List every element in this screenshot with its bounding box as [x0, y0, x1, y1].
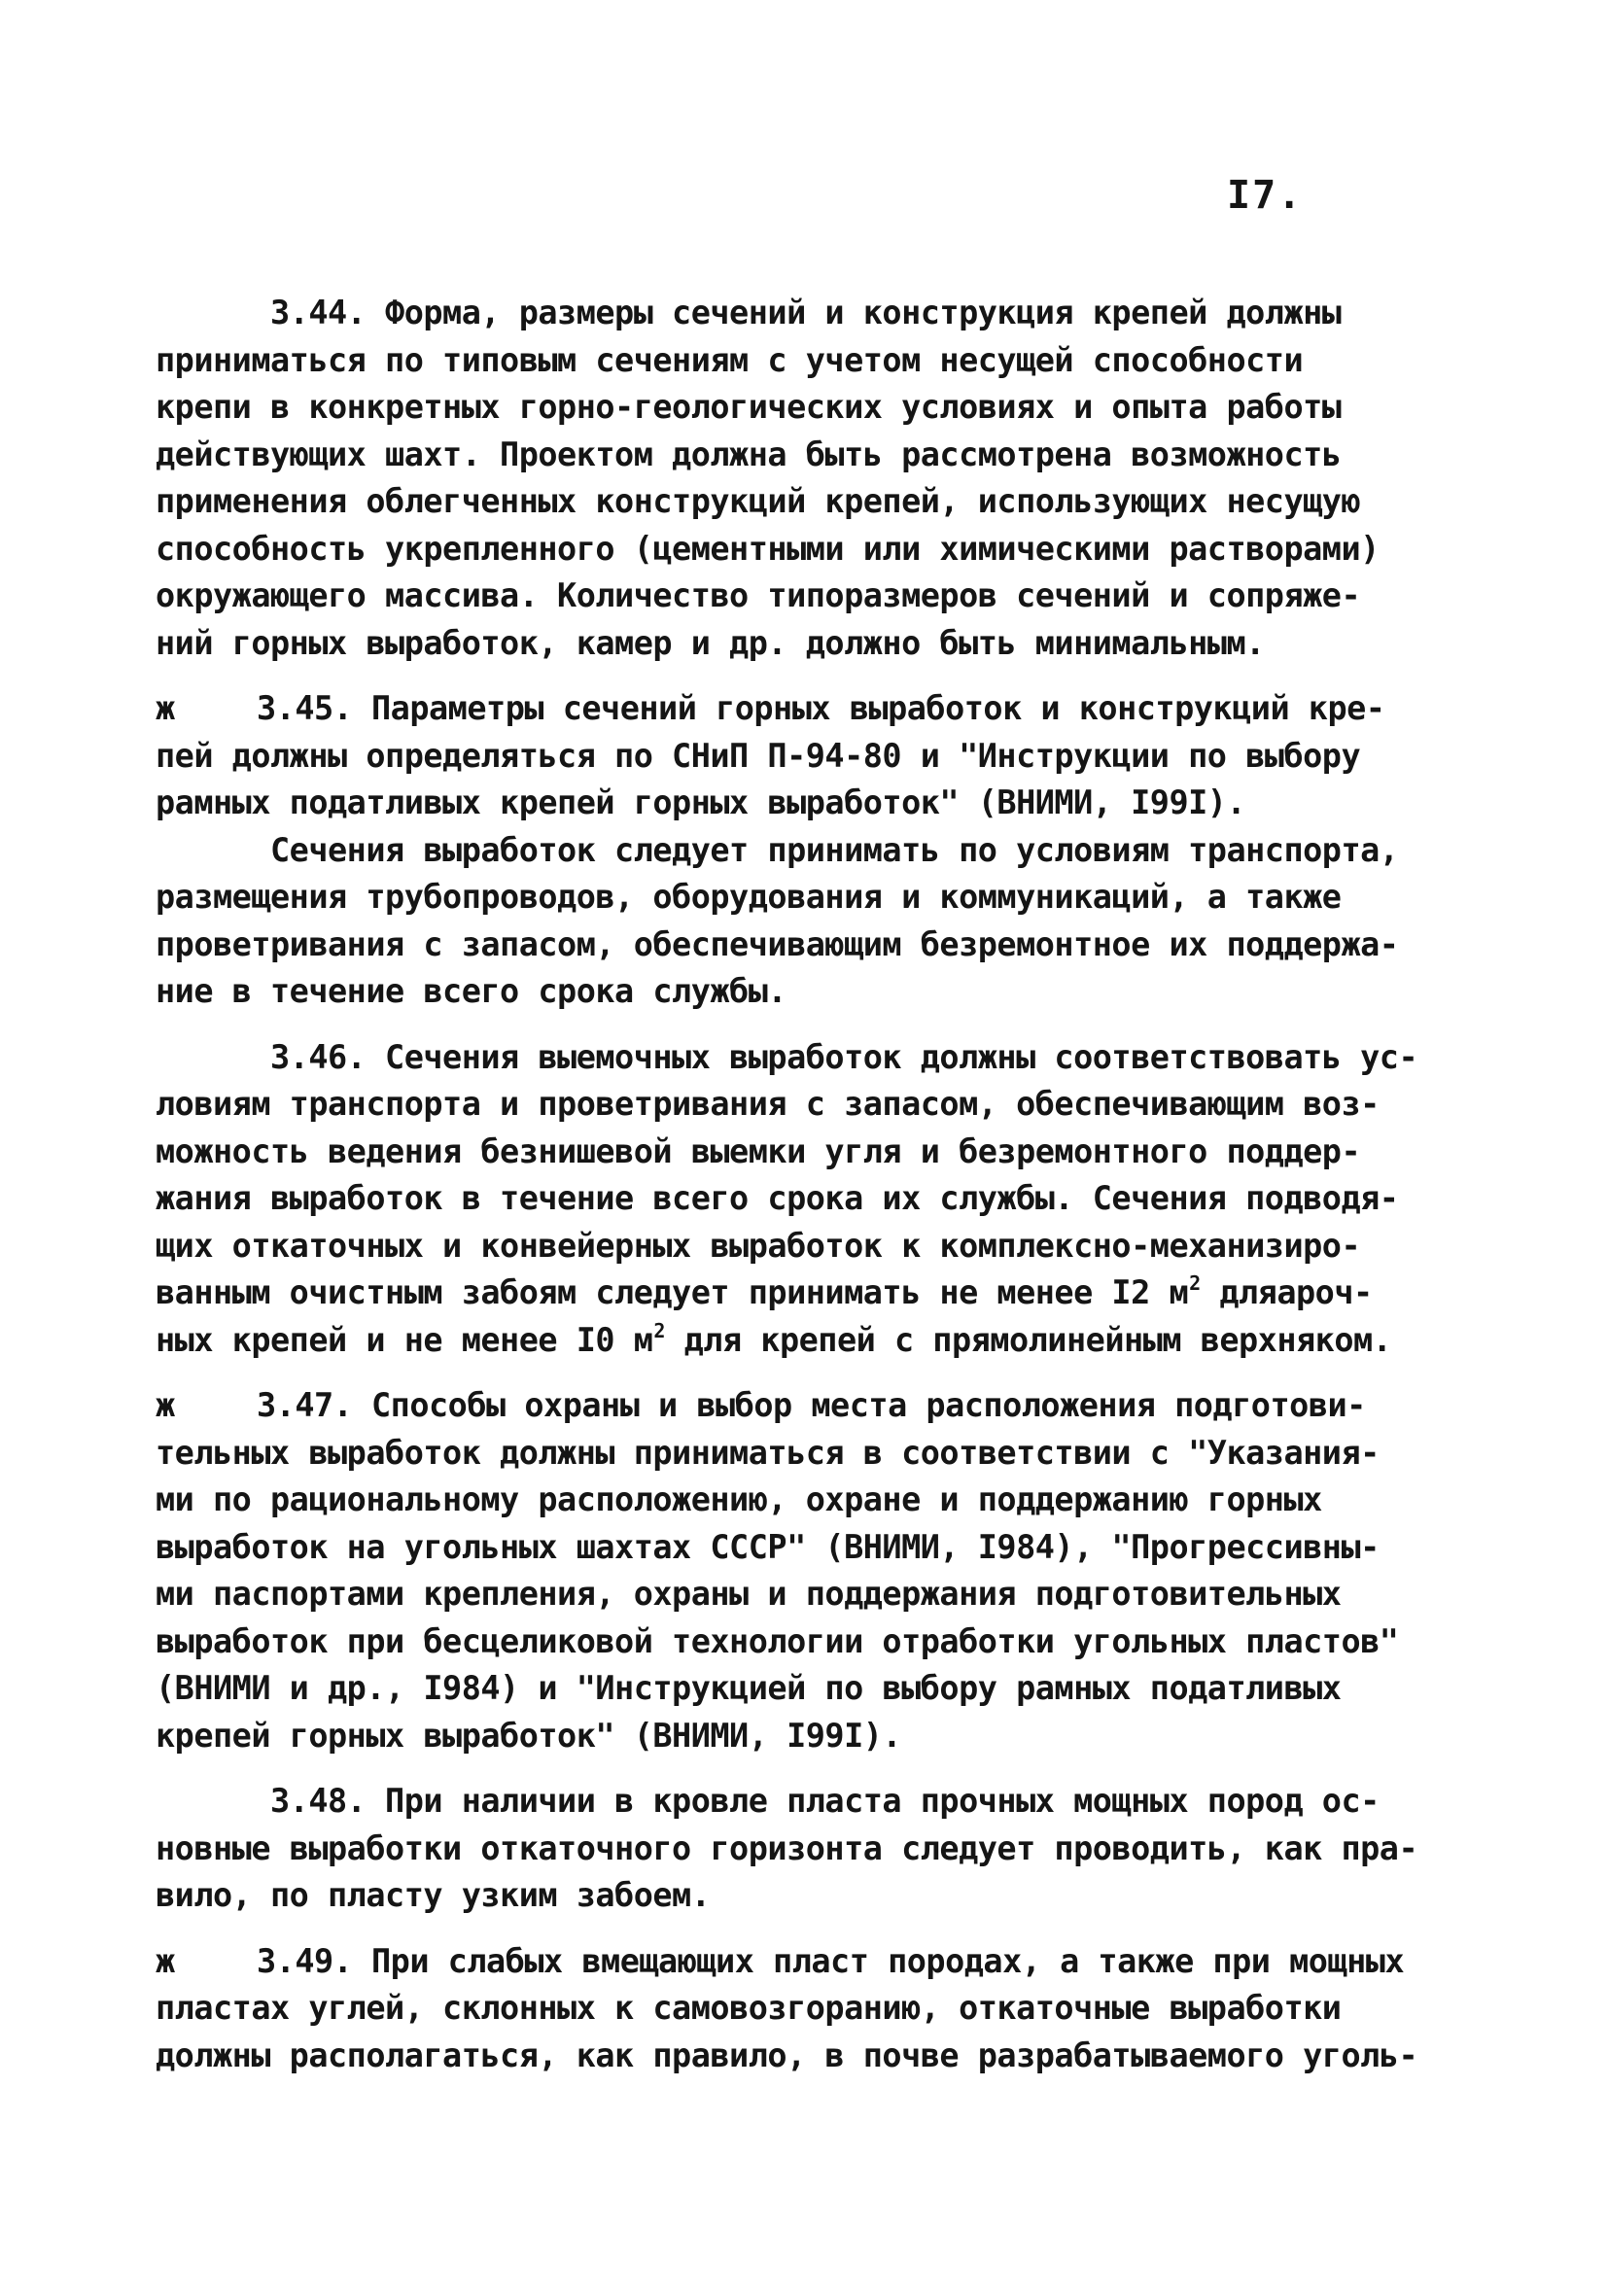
- paragraph-3-45-continued: [156, 827, 1478, 1016]
- text-line: 3.46. Сечения выемочных выработок должны соответствовать ус-: [156, 1037, 1418, 1076]
- text-line: приниматься по типовым сечениям с учетом несущей способности: [156, 340, 1304, 379]
- text-line: [156, 1382, 1478, 1430]
- text-line: ми паспортами крепления, охраны и поддержания подготовительных: [156, 1575, 1342, 1613]
- superscript: 2: [653, 1318, 665, 1342]
- text-line-content: 3.45. Параметры сечений горных выработок и конструкций кре-: [257, 689, 1385, 727]
- paragraph-3-44: [156, 290, 1478, 667]
- text-line: 3.44. Форма, размеры сечений и конструкция крепей должны: [156, 294, 1342, 331]
- document-body: [156, 290, 1478, 2079]
- text-line: [156, 1317, 1478, 1365]
- text-line: крепей горных выработок" (ВНИМИ, I99I).: [156, 1716, 902, 1755]
- text-line: рамных податливых крепей горных выработок" (ВНИМИ, I99I).: [156, 783, 1246, 821]
- text-line: пластах углей, склонных к самовозгоранию, откаточные выработки: [156, 1989, 1342, 2027]
- text-line: крепи в конкретных горно-геологических условиях и опыта работы: [156, 388, 1342, 426]
- text-line: окружающего массива. Количество типоразмеров сечений и сопряже-: [156, 576, 1361, 614]
- revision-mark: ж: [156, 1386, 175, 1424]
- text-line-content: ванным очистным забоям следует принимать не менее I2 м: [156, 1273, 1189, 1311]
- text-line: (ВНИМИ и др., I984) и "Инструкцией по выбору рамных податливых: [156, 1669, 1342, 1707]
- paragraph-3-46: [156, 1034, 1478, 1365]
- text-line-content: для крепей с прямолинейным верхняком.: [664, 1320, 1392, 1359]
- paragraph-3-45: [156, 685, 1478, 827]
- text-line: Сечения выработок следует принимать по условиям транспорта,: [156, 830, 1399, 869]
- text-line: способность укрепленного (цементными или химическими растворами): [156, 529, 1380, 568]
- text-line: [156, 685, 1478, 733]
- text-line: ловиям транспорта и проветривания с запасом, обеспечивающим воз-: [156, 1085, 1380, 1123]
- text-line: проветривания с запасом, обеспечивающим безремонтное их поддержа-: [156, 924, 1399, 963]
- text-line: вило, по пласту узким забоем.: [156, 1876, 711, 1914]
- text-line: 3.48. При наличии в кровле пласта прочных мощных пород ос-: [156, 1782, 1380, 1820]
- text-line-content: 3.49. При слабых вмещающих пласт породах, а также при мощных: [257, 1941, 1405, 1980]
- text-line: жания выработок в течение всего срока их службы. Сечения подводя-: [156, 1179, 1399, 1217]
- paragraph-3-47: [156, 1382, 1478, 1759]
- paragraph-3-48: [156, 1778, 1478, 1920]
- text-line-content: дляароч-: [1200, 1273, 1373, 1311]
- text-line: ми по рациональному расположению, охране и поддержанию горных: [156, 1480, 1322, 1518]
- text-line-content: 3.47. Способы охраны и выбор места расположения подготови-: [257, 1386, 1366, 1424]
- text-line: ние в течение всего срока службы.: [156, 972, 787, 1010]
- text-line: выработок при бесцеликовой технологии отработки угольных пластов": [156, 1621, 1399, 1660]
- text-line: [156, 1270, 1478, 1317]
- text-line: [156, 1938, 1478, 1986]
- revision-mark: ж: [156, 689, 175, 727]
- text-line: новные выработки откаточного горизонта следует проводить, как пра-: [156, 1828, 1418, 1867]
- text-line: применения облегченных конструкций крепей, использующих несущую: [156, 482, 1361, 520]
- text-line: щих откаточных и конвейерных выработок к комплексно-механизиро-: [156, 1226, 1361, 1265]
- superscript: 2: [1189, 1271, 1201, 1295]
- text-line: действующих шахт. Проектом должна быть рассмотрена возможность: [156, 435, 1342, 473]
- text-line: должны располагаться, как правило, в почве разрабатываемого уголь-: [156, 2035, 1418, 2074]
- revision-mark: ж: [156, 1941, 175, 1980]
- text-line: ний горных выработок, камер и др. должно быть минимальным.: [156, 623, 1265, 662]
- text-line: размещения трубопроводов, оборудования и коммуникаций, а также: [156, 878, 1342, 916]
- page-number: I7.: [1227, 173, 1304, 218]
- paragraph-3-49: [156, 1938, 1478, 2080]
- text-line: тельных выработок должны приниматься в соответствии с "Указания-: [156, 1433, 1380, 1472]
- text-line: можность ведения безнишевой выемки угля и безремонтного поддер-: [156, 1131, 1361, 1170]
- text-line: пей должны определяться по СНиП П-94-80 и "Инструкции по выбору: [156, 736, 1361, 775]
- text-line-content: ных крепей и не менее I0 м: [156, 1320, 653, 1359]
- text-line: выработок на угольных шахтах СССР" (ВНИМИ, I984), "Прогрессивны-: [156, 1527, 1380, 1566]
